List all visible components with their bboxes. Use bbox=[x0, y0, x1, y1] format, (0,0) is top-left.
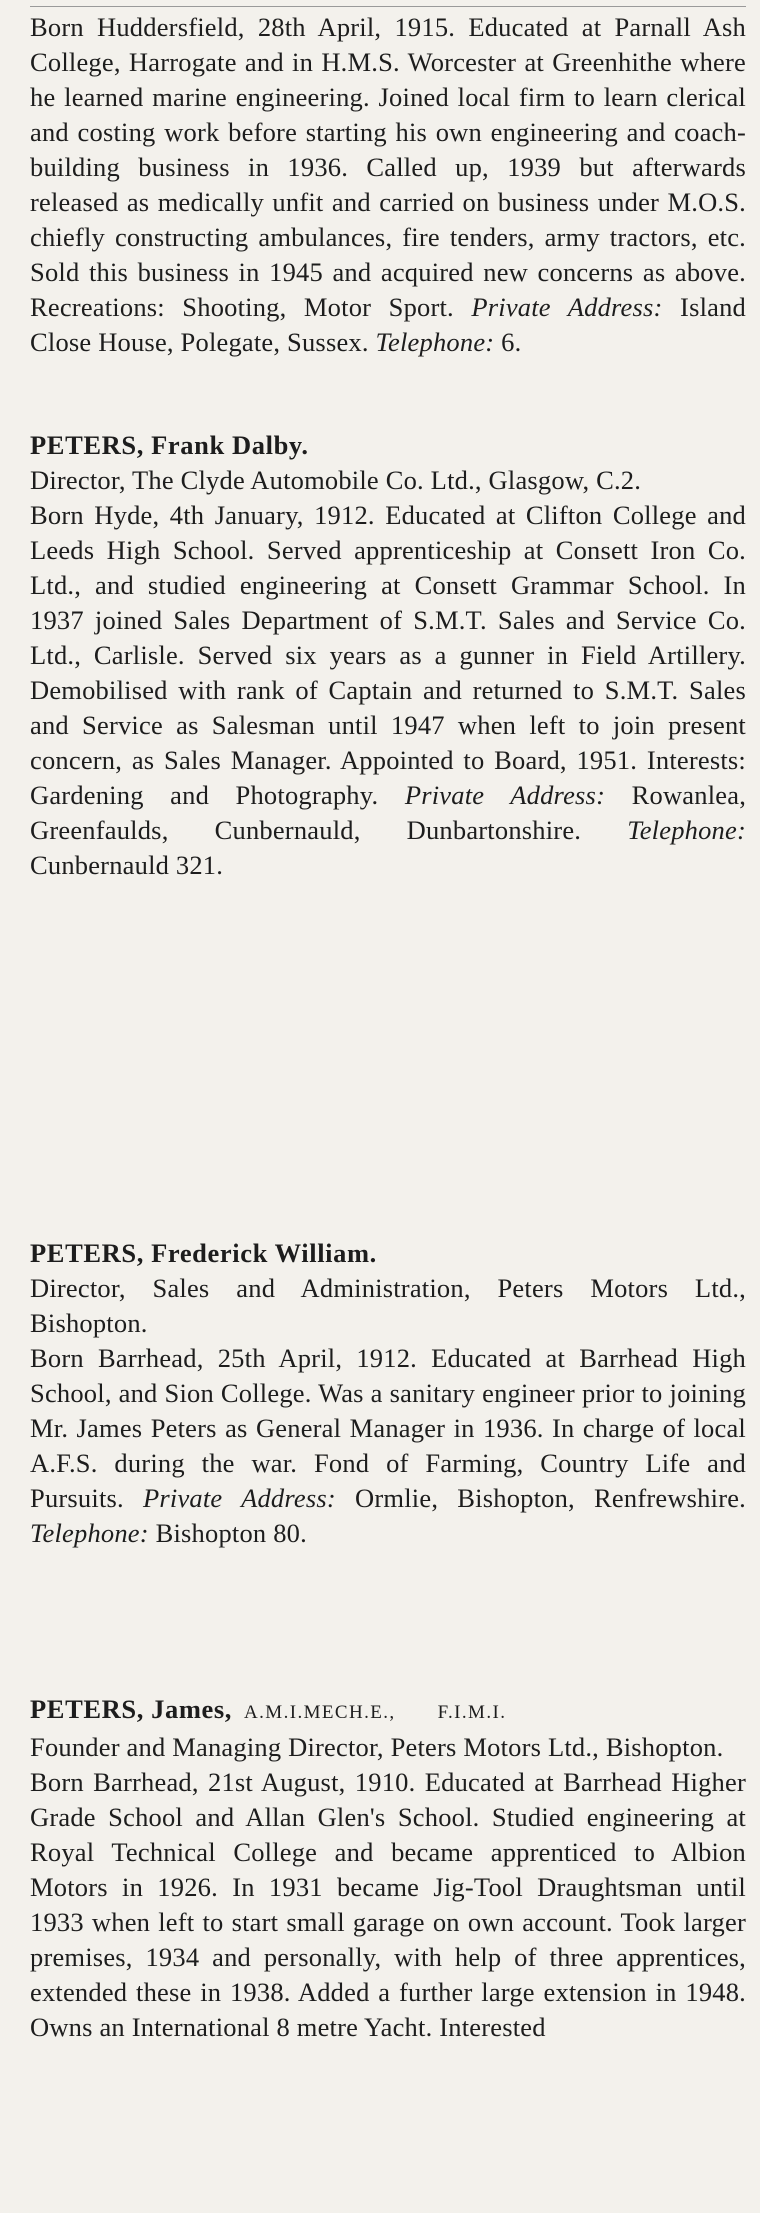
bio-text: Born Barrhead, 21st August, 1910. Educated at Barrhead Higher Grade School and Allan Glen's School. Studied engineering at Royal Technical College and became apprenticed to Albion Motors in 1926. In 1931 became Jig-Tool Draughtsman until 1933 when left to start small garage on own account. Took larger premises, 1934 and personally, with help of three apprentices, extended these in 1938. Added a further large extension in 1948. Owns an International 8 metre Yacht. Interested bbox=[30, 1767, 746, 2042]
entry-forenames: Frederick William. bbox=[143, 1238, 377, 1268]
entry-position: Founder and Managing Director, Peters Motors Ltd., Bishopton. bbox=[30, 1732, 724, 1762]
entry-surname: PETERS, bbox=[30, 430, 144, 460]
address-text: Rowanlea, Greenfaulds, Cunbernauld, Dunbartonshire. bbox=[30, 780, 747, 845]
entry-position: Director, Sales and Administration, Peters Motors Ltd., Bishopton. bbox=[30, 1273, 746, 1338]
entry-continuation bbox=[30, 10, 746, 360]
top-rule bbox=[30, 6, 746, 7]
telephone-text: 6. bbox=[494, 327, 522, 357]
entry-james-peters bbox=[30, 1692, 746, 2045]
entry-heading bbox=[30, 428, 746, 463]
address-text: Island Close House, Polegate, Sussex. bbox=[30, 292, 747, 357]
entry-forenames: James, bbox=[143, 1694, 233, 1724]
telephone-label: Telephone: bbox=[375, 327, 495, 357]
entry-surname: PETERS, bbox=[30, 1694, 144, 1724]
entry-qualification: F.I.M.I. bbox=[437, 1702, 507, 1723]
telephone-label: Telephone: bbox=[627, 815, 746, 845]
entry-frank-dalby-peters bbox=[30, 428, 746, 883]
entry-frederick-william-peters bbox=[30, 1236, 746, 1551]
entry-surname: PETERS, bbox=[30, 1238, 144, 1268]
entry-qualification: A.M.I.MECH.E., bbox=[244, 1702, 396, 1723]
entry-heading bbox=[30, 1236, 746, 1271]
address-label: Private Address: bbox=[143, 1483, 336, 1513]
entry-position: Director, The Clyde Automobile Co. Ltd., Glasgow, C.2. bbox=[30, 465, 642, 495]
telephone-text: Bishopton 80. bbox=[148, 1518, 307, 1548]
entry-forenames: Frank Dalby. bbox=[143, 430, 309, 460]
entry-bio bbox=[30, 1765, 746, 2045]
bio-text: Born Huddersfield, 28th April, 1915. Educated at Parnall Ash College, Harrogate and in H.M.S. Worcester at Greenhithe where he learned marine engineering. Joined local firm to learn clerical and costing work before starting his own engineering and coach-building business in 1936. Called up, 1939 but afterwards released as medically unfit and carried on business under M.O.S. chiefly constructing ambulances, fire tenders, army tractors, etc. Sold this business in 1945 and acquired new concerns as above. Recreations: Shooting, Motor Sport. bbox=[30, 12, 746, 322]
entry-bio bbox=[30, 10, 746, 360]
entry-bio bbox=[30, 1341, 746, 1551]
telephone-text: Cunbernauld 321. bbox=[30, 850, 224, 880]
address-text: Ormlie, Bishopton, Renfrewshire. bbox=[335, 1483, 747, 1513]
telephone-label: Telephone: bbox=[30, 1518, 149, 1548]
bio-text: Born Barrhead, 25th April, 1912. Educated at Barrhead High School, and Sion College. Was a sanitary engineer prior to joining Mr. James Peters as General Manager in 1936. In charge of local A.F.S. during the war. Fond of Farming, Country Life and Pursuits. bbox=[30, 1343, 746, 1513]
entry-bio bbox=[30, 498, 746, 883]
address-label: Private Address: bbox=[404, 780, 606, 810]
address-label: Private Address: bbox=[471, 292, 663, 322]
bio-text: Born Hyde, 4th January, 1912. Educated at Clifton College and Leeds High School. Served apprenticeship at Consett Iron Co. Ltd., and studied engineering at Consett Grammar School. In 1937 joined Sales Department of S.M.T. Sales and Service Co. Ltd., Carlisle. Served six years as a gunner in Field Artillery. Demobilised with rank of Captain and returned to S.M.T. Sales and Service as Salesman until 1947 when left to join present concern, as Sales Manager. Appointed to Board, 1951. Interests: Gardening and Photography. bbox=[30, 500, 746, 810]
entry-heading bbox=[30, 1692, 746, 1730]
